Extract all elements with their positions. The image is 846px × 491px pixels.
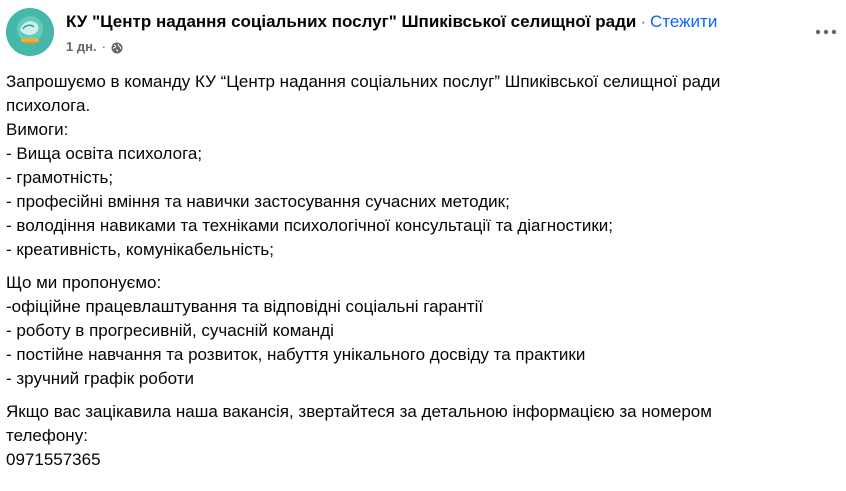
intro-paragraph <box>6 70 836 262</box>
offer-item: - постійне навчання та розвиток, набуття унікального досвіду та практики <box>6 345 586 364</box>
offer-paragraph <box>6 271 836 391</box>
requirement-item: - професійні вміння та навички застосування сучасних методик; <box>6 192 510 211</box>
requirement-item: - Вища освіта психолога; <box>6 144 203 163</box>
page-name[interactable]: КУ "Центр надання соціальних послуг" Шпиківської селищної ради <box>66 12 637 31</box>
post-header <box>0 0 846 64</box>
page-avatar[interactable] <box>6 8 54 56</box>
requirement-item: - володіння навиками та техніками психологічної консультації та діагностики; <box>6 216 613 235</box>
post-meta <box>66 38 123 56</box>
follow-button[interactable]: Стежити <box>650 12 718 31</box>
globe-icon <box>111 41 123 53</box>
header-separator: · <box>640 12 647 31</box>
requirement-item: - креативність, комунікабельність; <box>6 240 275 259</box>
meta-separator: · <box>101 39 106 54</box>
contact-paragraph <box>6 400 836 472</box>
more-horizontal-icon <box>815 29 837 35</box>
offer-item: - роботу в прогресивній, сучасній команді <box>6 321 334 340</box>
more-options-button[interactable] <box>812 20 840 44</box>
offer-item: -офіційне працевлаштування та відповідні соціальні гарантії <box>6 297 484 316</box>
requirement-item: - грамотність; <box>6 168 114 187</box>
phone-number[interactable]: 0971557365 <box>6 450 101 469</box>
intro-text: Запрошуємо в команду КУ “Центр надання соціальних послуг” Шпиківської селищної ради психолога. <box>6 72 721 115</box>
offer-item: - зручний графік роботи <box>6 369 194 388</box>
page-logo-icon <box>6 8 54 56</box>
post-body <box>6 70 836 472</box>
page-name-line <box>66 11 717 33</box>
contact-text: Якщо вас зацікавила наша вакансія, звертайтеся за детальною інформацією за номером телефону: <box>6 402 712 445</box>
requirements-title: Вимоги: <box>6 120 69 139</box>
offer-title: Що ми пропонуємо: <box>6 273 162 292</box>
post-timestamp[interactable]: 1 дн. <box>66 39 97 54</box>
